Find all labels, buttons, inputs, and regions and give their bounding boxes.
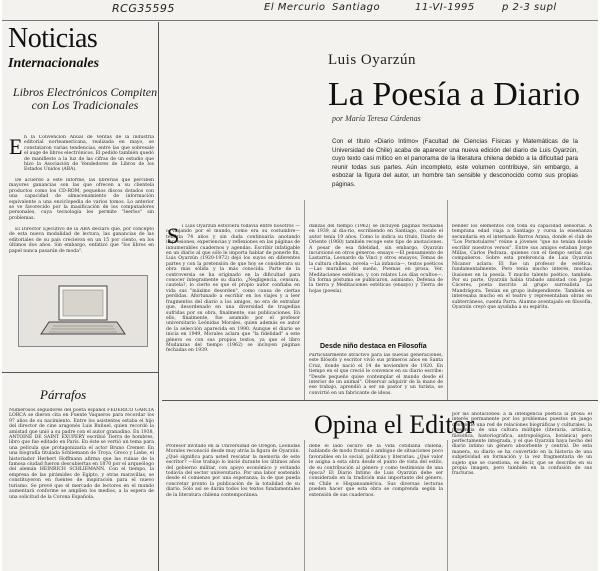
article-subhead: Desde niño destaca en Filosofía <box>320 343 427 350</box>
news-headline: Libros Electrónicos Compiten con Los Tradicionales <box>12 85 158 112</box>
source-note: El Mercurio <box>264 2 326 13</box>
city-note: Santiago <box>332 2 381 13</box>
laptop-icon <box>19 276 147 346</box>
article-column-3: bender los elementos con toda su capacidad sensorial. A temprana edad viaja a Santiago y cursa la enseñanza secundaria en el internado Barros Arana, donde el club de "Los Pornotulares" reúne a jóvenes "que no tenían donde escribir nuestros versos". Entre sus amigos estaban Jorge Millas, Carlos Pedraza, quienes con el tiempo serían sus compañeros. Sobre esta preferencia de Luis Oyarzún Nicanor aclara: El fue un profesor de estética, fundamentalmente. Pero tenía mucho interés, muchas ilusiones en la poesía. Y mucho talento poético, también. Por su parte, Oyarzún había trabado amistad con Jorge Cáceres, poeta inscrito al grupo surrealista La Mandrágora. Tenían en grupo independiente. También se interesaba mucho en el teatro y representaban obras en subterráneos, cuenta Parra. Alumno aventajado en filosofía, Oyarzún creyó que ayudaba a su espíritu. <box>452 224 592 311</box>
ebook-illustration <box>18 275 148 347</box>
article-column-1: i Luis Oyarzún estuviera todavía entre nosotros —o viajando por el mundo, como era su costumbre— tendría 74 años y sin duda continuaría anotando impresiones, experiencias y reflexiones en las páginas de innumerables cuadernos y agendas. Escribir infatigable en un diario al que sólo le importa hablar de ponerle fin, Luis Oyarzún (1920-1972) dejó los suyos en diferentes partes y con la pretensión de que hoy se considerara su obra más sólida y la más conocida. Parte de la controversia se ha originado en la dificultad para conocer íntegramente su diario, ¿Negligencia, censura, cautela?, lo cierto es que el propio autor confiaba en vida sus "máximo desorden", como causa de ciertas perdidas. Afortunado a escribir en los viajes y a leer fragmentos del diario a los amigos, no era de extrañar que, desordenado en una diversidad de tragedias sufridas por su obra, finalmente, sus publicaciones. En ello, finalmente, fue asumido por el profesor universitario Leónidas Morales, quien además es autor de la selección aparecida en 1990. Aunque el diario se inicia en 1949, Morales aclara que "la fidelidad" a este género es con sus propios textos, ya que el libro Mudanzas del tiempo (1962) se incluyen páginas fechadas en 1939. <box>166 224 300 354</box>
opinion-column-3: por las anotaciones: a la inteligencia poética la prosa: el interés permanente por los problemas puestos en juego dentro de una red de relaciones biográficas y culturales, la presencia de una cultura múltiple (literaria, artística, filosófica, historiográfica, antropológica, botánica) pero perfectamente integrada, y el que Oyarzún haya hecho del diario íntimo un género absorbente y central. De esta manera, su diario se ha convertido en la historia de una subjetividad en formación y la vez fragmentaria de un sujeto que se cuestiona, es decir, que se describe en su propia imagen, pero también en la confusión de sus fracturas. <box>452 412 592 477</box>
pages-note: p 2-3 supl <box>502 2 557 13</box>
archive-code: RCG35595 <box>112 2 175 15</box>
opinion-rule <box>162 400 598 401</box>
opinion-col-rule-1 <box>304 440 305 571</box>
news-paragraph-1: n la Convención Anual de Ventas de la industria editorial norteamericana, realizada en mayo, se constataron varias tendencias, entre las que sobresale el auge de libros electrónicos. El pedido también quedó de manifiesto a la luz de las cifras de un estudio que hizo la Asociación de Vendedores de Libros de los Estados Unidos (ABA). <box>24 135 154 173</box>
opinion-column-2: debe el lado oscuro de la vida cotidiana chilena, hablando de modo frontal o ambiguo de situaciones poco favorables en lo social, políticas y literarias. ¿Qué valor le asigna a esta obra desde el punto de vista del estilo, de su contribución al género y como testimonio de una época? El Diario Intimo de Luis Oyarzún debe ser considerado en la tradición más importante del género, en Chile e Hispanoamérica. Sus diversas lecturas pueden hacer que esta obra se comprenda según la extensión de sus cuadernos. <box>309 444 443 498</box>
opinion-col-rule-2 <box>447 440 448 571</box>
dropcap-e: E <box>9 134 23 159</box>
date-note: 11-VI-1995 <box>415 2 475 13</box>
parrafos-rule <box>2 372 158 373</box>
article-column-2: danzas del tiempo (1962) se incluyen páginas fechadas en 1939, al dia-rio, escribiendo en Santiago, cuando el autor tenía 19 años. Como lo indica su título, Diario de Oriente (1960) también recoge este tipo de anotaciones. A pesar de esa fidelidad, sin embargo, Oyarzún incursionó en otros géneros: ensayo —El pensamiento de Lastarria, Leonardo da Vinci y otros ensayos, Temas de la cultura chilena, novela —La infancia—, textos poéticos —Las murallas del sueño, Poemas en prosa, Ver, Meditaciones estéticas; y con relatos Los días ocultos—. En forma póstuma se publicaron, asimismo, Defensa de la tierra y Meditaciones estéticas (ensayo) y Tierra de hojas (poesía). <box>309 224 443 294</box>
parrafos-title: Párrafos <box>40 387 87 402</box>
opinion-column-1: Profesor invitado en la Universidad de Oregon, Leónidas Morales reconoció desde muy atrás la figura de Oyarzún. ¿Qué significa para usted rescatar la memoria de este escritor? —Ese trabajo lo inicié durante los últimos años del gobierno militar, con apoyo económico y evitando todavía del sector universitario. Por una labor sostenido desde el comienzo por una esperanza; la de que pueda concretar pronto la publicación de la totalidad de su diario. Sólo así se darán todos los textos fundamentales de la literatura chilena contemporánea. <box>166 444 300 498</box>
opinion-title: Opina el Editor <box>314 410 475 439</box>
news-paragraph-3: El Director Ejecutivo de la ABA declaró que, por concepto de esta nueva modalidad de lectura, las ganancias de las editoriales de su país crecieron en un 15 por ciento, en los últimos dos años. Sin embargo, enfatizó que "los libros en papel nunca pasarán de moda". <box>9 227 154 254</box>
article-title: La Poesía a Diario <box>328 76 581 113</box>
article-col-rule-1 <box>304 200 305 400</box>
dropcap-s: S <box>167 223 180 248</box>
article-lead: Con el título «Diario Intimo» (Facultad de Ciencias Físicas y Matemáticas de la Universidad de Chile) acaba de aparecer una nueva edición del diario de Luis Oyarzún, cuyo texto casi mítico en el panorama de la literatura chilena debido a la dificultad para reunir todas sus partes. Aún incompleto, este volumen contribuye, sin embargo, a esbozar la figura del autor, un hombre tan sensible y desconocido como sus propias páginas. <box>332 138 578 188</box>
section-subtitle: Internacionales <box>8 56 100 71</box>
newspaper-clipping <box>2 0 598 571</box>
section-title: Noticias <box>8 23 98 54</box>
article-column-2b: Particularmente atractivo para las nuevas generaciones, este filósofo y escritor vivió sus primeros años en Santa Cruz, donde nació el 14 de noviembre de 1920. En tiempo en el que creció le convence en su diario escribe: "Desde pequeño quise contemplar el mundo desde el interior de un animal". Observar adquirir de la mano de ese trabajo, aprendió a ser un pastor y un turista, se convirtió en un fabricante de ideas. <box>309 353 443 396</box>
article-col-rule-2 <box>447 200 448 400</box>
news-paragraph-2: De acuerdo a este informe, las librerías que perciben mayores ganancias son las que ofrecen a su clientela productos como los CD-ROM, pequeños discos dotados con una capacidad de almacenamiento de información equivalente a una enciclopedia de varios tomos. Lo anterior se ve favorecido por la masificación de los computadores personales, cuya tecnología les permite "leerlos" sin problemas. <box>9 178 154 221</box>
parrafos-body: Numerosos seguidores del poeta español FEDERICO GARCIA LORCA se dieron cita en Fuente Vaqueros para recordar los 97 años de su nacimiento. Entre los asistentes estaba el hijo del director de cine aragonés Luis Buñuel, quien recordó la amistad que unió a su padre con el autor granadino. En 1938, ANTOINE DE SAINT EXUPERY escribió Tierra de hombres, libro que fue editado en París. En éste se vertió un tema para una película que protagonizaría el actor Bruno Cremer. En una biografía titulada Schliemann de Troya, Greco y Liebe, el historiador Herbert Hoffmann afirma que las ruinas de la famosa ciudad fueron descubiertas en 1870 por el arqueólogo del alemán HEINRICH SCHLIEMANN. Con el tiempo, la empresa de las pirámides de Egipto, y otras maravillas, se constituyeron en fuentes de inspiración para el nuevo turismo. Se prevé que el mercado de lectores en el mundo aumentará conforme se amplíen los medios, a la espera de una solicitud de la Corona Española. <box>9 408 154 500</box>
article-byline: por María Teresa Cárdenas <box>332 114 421 123</box>
article-kicker: Luis Oyarzún <box>328 52 417 68</box>
top-rule <box>2 20 598 21</box>
